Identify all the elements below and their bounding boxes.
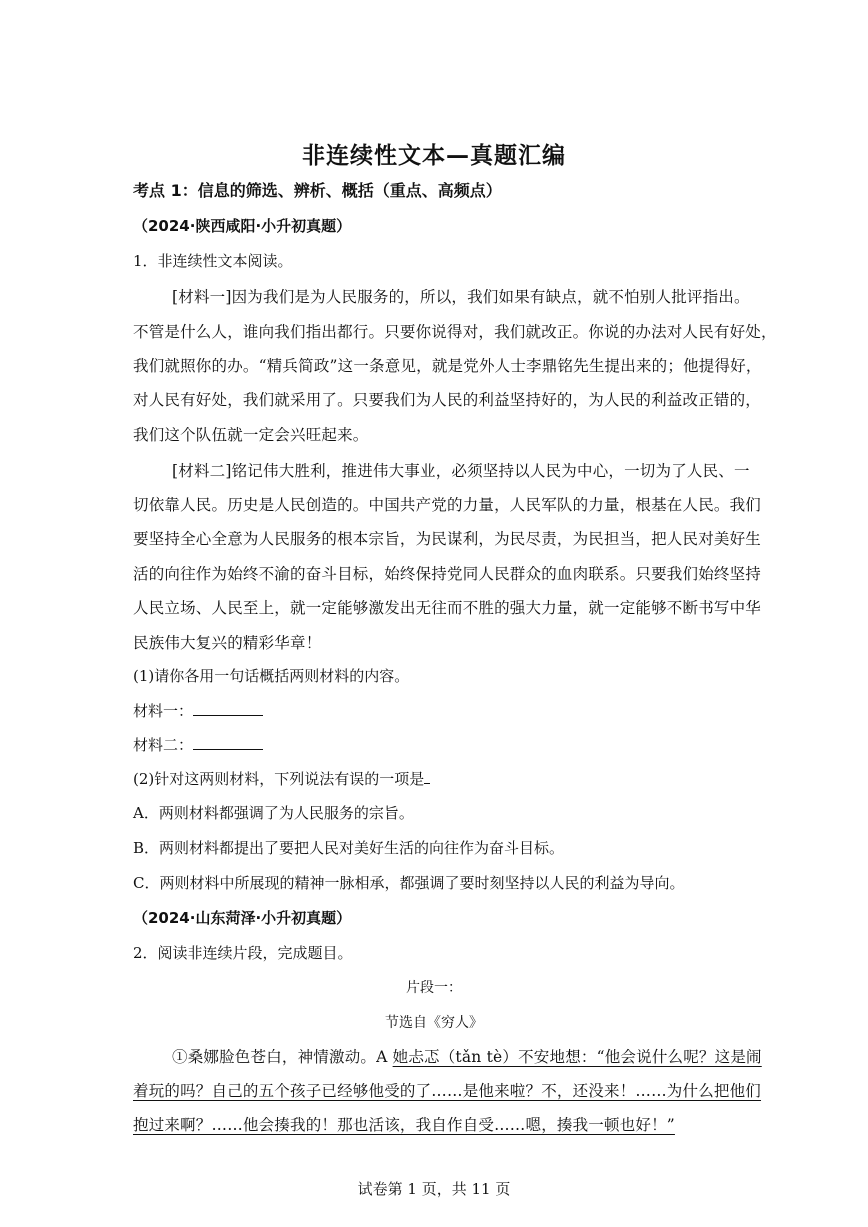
material1-line: 我们这个队伍就一定会兴旺起来。 xyxy=(133,426,369,444)
passage-line xyxy=(172,1047,762,1067)
material1-line: [材料一]因为我们是为人民服务的，所以，我们如果有缺点，就不怕别人批评指出。 xyxy=(172,288,750,306)
q1-sub2 xyxy=(133,769,430,789)
material1-line: 我们就照你的办。“精兵简政”这一条意见，就是党外人士李鼎铭先生提出来的；他提得好， xyxy=(133,357,762,375)
answer-row-material2 xyxy=(133,735,263,755)
page-title: 非连续性文本—真题汇编 xyxy=(302,143,566,169)
material2-line: 切依靠人民。历史是人民创造的。中国共产党的力量，人民军队的力量，根基在人民。我们 xyxy=(133,496,762,514)
material2-line: 人民立场、人民至上，就一定能够激发出无往而不胜的强大力量，就一定能够不断书写中华 xyxy=(133,599,762,617)
underlined-text: 她忐忑（tǎn tè）不安地想：“他会说什么呢？这是闹 xyxy=(392,1048,762,1066)
answer-row-material1 xyxy=(133,701,263,721)
option-a: A．两则材料都强调了为人民服务的宗旨。 xyxy=(133,804,414,822)
answer-blank[interactable] xyxy=(193,701,263,716)
material2-line: 活的向往作为始终不渝的奋斗目标，始终保持党同人民群众的血肉联系。只要我们始终坚持 xyxy=(133,565,762,583)
fragment-source: 节选自《穷人》 xyxy=(385,1015,483,1031)
option-b: B．两则材料都提出了要把人民对美好生活的向往作为奋斗目标。 xyxy=(133,839,565,857)
answer-blank[interactable] xyxy=(193,735,263,750)
passage-text: ①桑娜脸色苍白，神情激动。A xyxy=(172,1048,393,1066)
underlined-passage-line: 着玩的吗？自己的五个孩子已经够他受的了……是他来啦？不，还没来！……为什么把他们 xyxy=(133,1082,762,1100)
kaodian-heading: 考点 1：信息的筛选、辨析、概括（重点、高频点） xyxy=(133,181,502,200)
q1-source: （2024·陕西咸阳·小升初真题） xyxy=(133,217,352,235)
q1-sub1: (1)请你各用一句话概括两则材料的内容。 xyxy=(133,667,410,685)
q1-sub2-text: (2)针对这两则材料，下列说法有误的一项是 xyxy=(133,770,425,788)
q1-stem: 1．非连续性文本阅读。 xyxy=(133,252,293,270)
underlined-passage-line: 抱过来啊？……他会揍我的！那也活该，我自作自受……嗯，揍我一顿也好！” xyxy=(133,1116,675,1134)
answer-blank[interactable] xyxy=(424,769,430,784)
q2-source: （2024·山东菏泽·小升初真题） xyxy=(133,909,352,927)
material1-line: 对人民有好处，我们就采用了。只要我们为人民的利益坚持好的，为人民的利益改正错的， xyxy=(133,391,762,409)
q2-stem: 2．阅读非连续片段，完成题目。 xyxy=(133,944,353,962)
material2-line: 要坚持全心全意为人民服务的根本宗旨，为民谋利，为民尽责，为民担当，把人民对美好生 xyxy=(133,530,762,548)
answer-label: 材料一： xyxy=(133,702,194,720)
fragment-label: 片段一： xyxy=(406,980,462,996)
material1-line: 不管是什么人，谁向我们指出都行。只要你说得对，我们就改正。你说的办法对人民有好处， xyxy=(133,323,777,341)
page-footer: 试卷第 1 页，共 11 页 xyxy=(357,1180,511,1198)
option-c: C．两则材料中所展现的精神一脉相承，都强调了要时刻坚持以人民的利益为导向。 xyxy=(133,874,685,892)
material2-line: [材料二]铭记伟大胜利，推进伟大事业，必须坚持以人民为中心，一切为了人民、一 xyxy=(172,462,750,480)
answer-label: 材料二： xyxy=(133,736,194,754)
material2-line: 民族伟大复兴的精彩华章！ xyxy=(133,634,322,652)
